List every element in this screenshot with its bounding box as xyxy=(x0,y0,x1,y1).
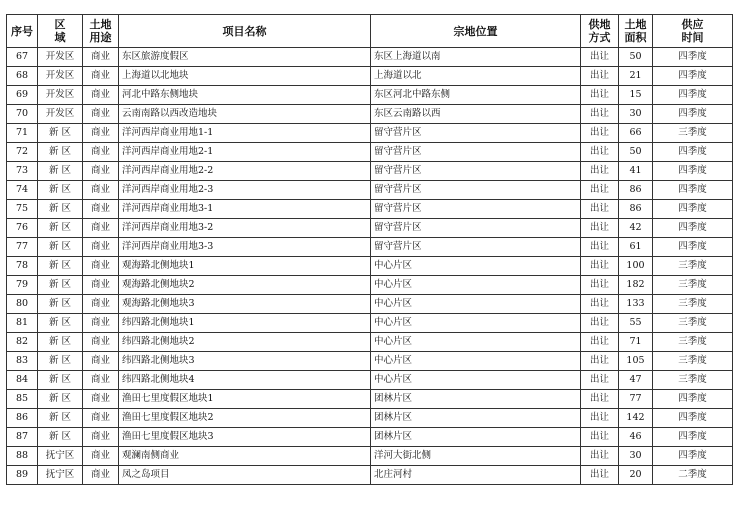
cell-district: 新 区 xyxy=(38,181,83,200)
cell-name: 洋河西岸商业用地2-3 xyxy=(119,181,371,200)
column-header-line: 土地 xyxy=(89,18,112,31)
table-row xyxy=(7,162,733,181)
cell-area: 71 xyxy=(619,333,653,352)
cell-location: 留守营片区 xyxy=(371,200,581,219)
table-row xyxy=(7,314,733,333)
cell-location: 团林片区 xyxy=(371,390,581,409)
cell-seq: 70 xyxy=(7,105,38,124)
cell-name: 凤之岛项目 xyxy=(119,466,371,485)
cell-district: 新 区 xyxy=(38,371,83,390)
cell-supply-time: 三季度 xyxy=(653,276,733,295)
cell-location: 留守营片区 xyxy=(371,162,581,181)
cell-supply-time: 三季度 xyxy=(653,257,733,276)
cell-use: 商业 xyxy=(83,124,119,143)
cell-seq: 84 xyxy=(7,371,38,390)
cell-location: 留守营片区 xyxy=(371,238,581,257)
table-row xyxy=(7,67,733,86)
cell-name: 纬四路北侧地块1 xyxy=(119,314,371,333)
table-row xyxy=(7,428,733,447)
table-row xyxy=(7,219,733,238)
cell-area: 41 xyxy=(619,162,653,181)
cell-supply-time: 四季度 xyxy=(653,48,733,67)
table-body xyxy=(7,48,733,485)
cell-supply-method: 出让 xyxy=(581,219,619,238)
cell-supply-method: 出让 xyxy=(581,48,619,67)
table-row xyxy=(7,352,733,371)
column-header-line: 土地 xyxy=(624,18,647,31)
cell-seq: 71 xyxy=(7,124,38,143)
column-header-district xyxy=(38,15,83,48)
cell-supply-time: 四季度 xyxy=(653,105,733,124)
table-row xyxy=(7,409,733,428)
column-header-line: 供地 xyxy=(588,18,611,31)
cell-area: 30 xyxy=(619,105,653,124)
cell-use: 商业 xyxy=(83,200,119,219)
cell-area: 142 xyxy=(619,409,653,428)
cell-seq: 80 xyxy=(7,295,38,314)
cell-supply-method: 出让 xyxy=(581,428,619,447)
cell-seq: 87 xyxy=(7,428,38,447)
cell-area: 30 xyxy=(619,447,653,466)
table-row xyxy=(7,447,733,466)
cell-use: 商业 xyxy=(83,162,119,181)
cell-district: 新 区 xyxy=(38,390,83,409)
cell-district: 开发区 xyxy=(38,48,83,67)
cell-name: 上海道以北地块 xyxy=(119,67,371,86)
table-row xyxy=(7,105,733,124)
cell-supply-time: 三季度 xyxy=(653,295,733,314)
cell-supply-method: 出让 xyxy=(581,200,619,219)
cell-name: 观澜南侧商业 xyxy=(119,447,371,466)
cell-district: 新 区 xyxy=(38,276,83,295)
cell-name: 观海路北侧地块1 xyxy=(119,257,371,276)
cell-area: 182 xyxy=(619,276,653,295)
cell-supply-time: 四季度 xyxy=(653,238,733,257)
table-header xyxy=(7,15,733,48)
cell-use: 商业 xyxy=(83,295,119,314)
cell-seq: 85 xyxy=(7,390,38,409)
cell-supply-method: 出让 xyxy=(581,314,619,333)
cell-use: 商业 xyxy=(83,371,119,390)
column-header-line: 方式 xyxy=(588,31,611,44)
cell-supply-method: 出让 xyxy=(581,86,619,105)
cell-district: 新 区 xyxy=(38,333,83,352)
cell-use: 商业 xyxy=(83,409,119,428)
cell-supply-method: 出让 xyxy=(581,447,619,466)
cell-district: 新 区 xyxy=(38,295,83,314)
cell-area: 21 xyxy=(619,67,653,86)
cell-district: 开发区 xyxy=(38,67,83,86)
cell-location: 中心片区 xyxy=(371,371,581,390)
cell-name: 洋河西岸商业用地3-1 xyxy=(119,200,371,219)
cell-seq: 69 xyxy=(7,86,38,105)
cell-supply-method: 出让 xyxy=(581,67,619,86)
table-row xyxy=(7,295,733,314)
cell-seq: 79 xyxy=(7,276,38,295)
table-row xyxy=(7,333,733,352)
cell-area: 46 xyxy=(619,428,653,447)
cell-area: 15 xyxy=(619,86,653,105)
cell-supply-time: 四季度 xyxy=(653,86,733,105)
column-header-location xyxy=(371,15,581,48)
cell-supply-method: 出让 xyxy=(581,257,619,276)
cell-supply-time: 三季度 xyxy=(653,371,733,390)
cell-seq: 88 xyxy=(7,447,38,466)
cell-district: 开发区 xyxy=(38,105,83,124)
cell-name: 纬四路北侧地块4 xyxy=(119,371,371,390)
cell-use: 商业 xyxy=(83,333,119,352)
table-row xyxy=(7,86,733,105)
cell-area: 133 xyxy=(619,295,653,314)
cell-seq: 86 xyxy=(7,409,38,428)
cell-supply-time: 三季度 xyxy=(653,124,733,143)
table-row xyxy=(7,238,733,257)
cell-use: 商业 xyxy=(83,257,119,276)
table-row xyxy=(7,276,733,295)
cell-area: 55 xyxy=(619,314,653,333)
cell-location: 中心片区 xyxy=(371,276,581,295)
cell-area: 105 xyxy=(619,352,653,371)
column-header-line: 区 xyxy=(54,18,66,31)
cell-district: 新 区 xyxy=(38,257,83,276)
cell-supply-time: 四季度 xyxy=(653,219,733,238)
column-header-line: 时间 xyxy=(681,31,704,44)
cell-use: 商业 xyxy=(83,143,119,162)
cell-supply-method: 出让 xyxy=(581,162,619,181)
cell-name: 渔田七里度假区地块1 xyxy=(119,390,371,409)
cell-seq: 89 xyxy=(7,466,38,485)
cell-use: 商业 xyxy=(83,390,119,409)
cell-supply-time: 三季度 xyxy=(653,352,733,371)
cell-location: 东区上海道以南 xyxy=(371,48,581,67)
cell-location: 中心片区 xyxy=(371,333,581,352)
cell-supply-time: 二季度 xyxy=(653,466,733,485)
cell-supply-time: 四季度 xyxy=(653,409,733,428)
cell-district: 抚宁区 xyxy=(38,466,83,485)
cell-area: 42 xyxy=(619,219,653,238)
cell-area: 86 xyxy=(619,181,653,200)
cell-name: 东区旅游度假区 xyxy=(119,48,371,67)
cell-use: 商业 xyxy=(83,86,119,105)
cell-district: 新 区 xyxy=(38,238,83,257)
cell-location: 留守营片区 xyxy=(371,181,581,200)
table-row xyxy=(7,371,733,390)
cell-district: 新 区 xyxy=(38,200,83,219)
cell-seq: 68 xyxy=(7,67,38,86)
cell-location: 留守营片区 xyxy=(371,124,581,143)
cell-supply-method: 出让 xyxy=(581,409,619,428)
cell-location: 团林片区 xyxy=(371,409,581,428)
cell-seq: 78 xyxy=(7,257,38,276)
cell-supply-time: 四季度 xyxy=(653,447,733,466)
cell-supply-time: 四季度 xyxy=(653,162,733,181)
cell-use: 商业 xyxy=(83,48,119,67)
column-header-line: 序号 xyxy=(11,24,33,38)
cell-supply-method: 出让 xyxy=(581,295,619,314)
table-row xyxy=(7,200,733,219)
cell-seq: 74 xyxy=(7,181,38,200)
cell-supply-method: 出让 xyxy=(581,352,619,371)
cell-supply-time: 四季度 xyxy=(653,428,733,447)
cell-seq: 76 xyxy=(7,219,38,238)
cell-supply-time: 三季度 xyxy=(653,314,733,333)
cell-supply-method: 出让 xyxy=(581,276,619,295)
column-header-line: 宗地位置 xyxy=(453,24,498,38)
cell-area: 66 xyxy=(619,124,653,143)
cell-district: 新 区 xyxy=(38,314,83,333)
cell-district: 新 区 xyxy=(38,219,83,238)
column-header-line: 域 xyxy=(54,31,66,44)
cell-use: 商业 xyxy=(83,466,119,485)
cell-name: 纬四路北侧地块3 xyxy=(119,352,371,371)
column-header-area xyxy=(619,15,653,48)
cell-supply-time: 三季度 xyxy=(653,333,733,352)
cell-supply-method: 出让 xyxy=(581,181,619,200)
table-row xyxy=(7,143,733,162)
column-header-line: 面积 xyxy=(624,31,647,44)
cell-seq: 77 xyxy=(7,238,38,257)
cell-seq: 81 xyxy=(7,314,38,333)
column-header-seq xyxy=(7,15,38,48)
cell-name: 洋河西岸商业用地3-3 xyxy=(119,238,371,257)
cell-use: 商业 xyxy=(83,447,119,466)
cell-supply-method: 出让 xyxy=(581,333,619,352)
column-header-line: 供应 xyxy=(681,18,704,31)
cell-supply-time: 四季度 xyxy=(653,200,733,219)
cell-seq: 82 xyxy=(7,333,38,352)
cell-location: 中心片区 xyxy=(371,314,581,333)
table-row xyxy=(7,466,733,485)
cell-district: 新 区 xyxy=(38,162,83,181)
column-header-line: 用途 xyxy=(89,31,112,44)
cell-supply-time: 四季度 xyxy=(653,181,733,200)
cell-use: 商业 xyxy=(83,314,119,333)
cell-name: 洋河西岸商业用地2-1 xyxy=(119,143,371,162)
cell-area: 20 xyxy=(619,466,653,485)
column-header-supply-method xyxy=(581,15,619,48)
cell-supply-method: 出让 xyxy=(581,124,619,143)
cell-location: 东区河北中路东侧 xyxy=(371,86,581,105)
cell-use: 商业 xyxy=(83,352,119,371)
cell-name: 河北中路东侧地块 xyxy=(119,86,371,105)
cell-name: 渔田七里度假区地块2 xyxy=(119,409,371,428)
cell-district: 新 区 xyxy=(38,428,83,447)
cell-location: 东区云南路以西 xyxy=(371,105,581,124)
cell-supply-method: 出让 xyxy=(581,371,619,390)
cell-area: 61 xyxy=(619,238,653,257)
table-row xyxy=(7,48,733,67)
cell-district: 新 区 xyxy=(38,124,83,143)
cell-district: 开发区 xyxy=(38,86,83,105)
cell-use: 商业 xyxy=(83,428,119,447)
cell-location: 留守营片区 xyxy=(371,143,581,162)
cell-district: 新 区 xyxy=(38,143,83,162)
cell-use: 商业 xyxy=(83,105,119,124)
cell-area: 50 xyxy=(619,48,653,67)
cell-district: 抚宁区 xyxy=(38,447,83,466)
cell-supply-time: 四季度 xyxy=(653,67,733,86)
cell-seq: 67 xyxy=(7,48,38,67)
land-supply-table xyxy=(6,14,733,485)
table-row xyxy=(7,181,733,200)
table-row xyxy=(7,124,733,143)
cell-name: 渔田七里度假区地块3 xyxy=(119,428,371,447)
cell-area: 100 xyxy=(619,257,653,276)
cell-area: 47 xyxy=(619,371,653,390)
column-header-name xyxy=(119,15,371,48)
column-header-line: 项目名称 xyxy=(222,24,267,38)
cell-name: 观海路北侧地块3 xyxy=(119,295,371,314)
cell-name: 观海路北侧地块2 xyxy=(119,276,371,295)
cell-use: 商业 xyxy=(83,181,119,200)
cell-location: 中心片区 xyxy=(371,295,581,314)
cell-location: 上海道以北 xyxy=(371,67,581,86)
cell-supply-method: 出让 xyxy=(581,238,619,257)
cell-location: 北庄河村 xyxy=(371,466,581,485)
cell-name: 洋河西岸商业用地3-2 xyxy=(119,219,371,238)
cell-name: 云南南路以西改造地块 xyxy=(119,105,371,124)
cell-supply-method: 出让 xyxy=(581,143,619,162)
cell-location: 洋河大街北侧 xyxy=(371,447,581,466)
header-row xyxy=(7,15,733,48)
cell-name: 洋河西岸商业用地1-1 xyxy=(119,124,371,143)
cell-supply-time: 四季度 xyxy=(653,143,733,162)
cell-supply-method: 出让 xyxy=(581,105,619,124)
cell-name: 纬四路北侧地块2 xyxy=(119,333,371,352)
cell-seq: 72 xyxy=(7,143,38,162)
cell-use: 商业 xyxy=(83,238,119,257)
cell-location: 留守营片区 xyxy=(371,219,581,238)
cell-area: 86 xyxy=(619,200,653,219)
table-row xyxy=(7,390,733,409)
cell-supply-time: 四季度 xyxy=(653,390,733,409)
cell-use: 商业 xyxy=(83,67,119,86)
column-header-use xyxy=(83,15,119,48)
cell-location: 中心片区 xyxy=(371,352,581,371)
cell-supply-method: 出让 xyxy=(581,390,619,409)
cell-use: 商业 xyxy=(83,219,119,238)
table-row xyxy=(7,257,733,276)
cell-location: 中心片区 xyxy=(371,257,581,276)
cell-area: 77 xyxy=(619,390,653,409)
cell-seq: 83 xyxy=(7,352,38,371)
cell-name: 洋河西岸商业用地2-2 xyxy=(119,162,371,181)
cell-area: 50 xyxy=(619,143,653,162)
cell-location: 团林片区 xyxy=(371,428,581,447)
cell-seq: 73 xyxy=(7,162,38,181)
cell-district: 新 区 xyxy=(38,352,83,371)
cell-district: 新 区 xyxy=(38,409,83,428)
cell-seq: 75 xyxy=(7,200,38,219)
column-header-supply-time xyxy=(653,15,733,48)
cell-supply-method: 出让 xyxy=(581,466,619,485)
cell-use: 商业 xyxy=(83,276,119,295)
